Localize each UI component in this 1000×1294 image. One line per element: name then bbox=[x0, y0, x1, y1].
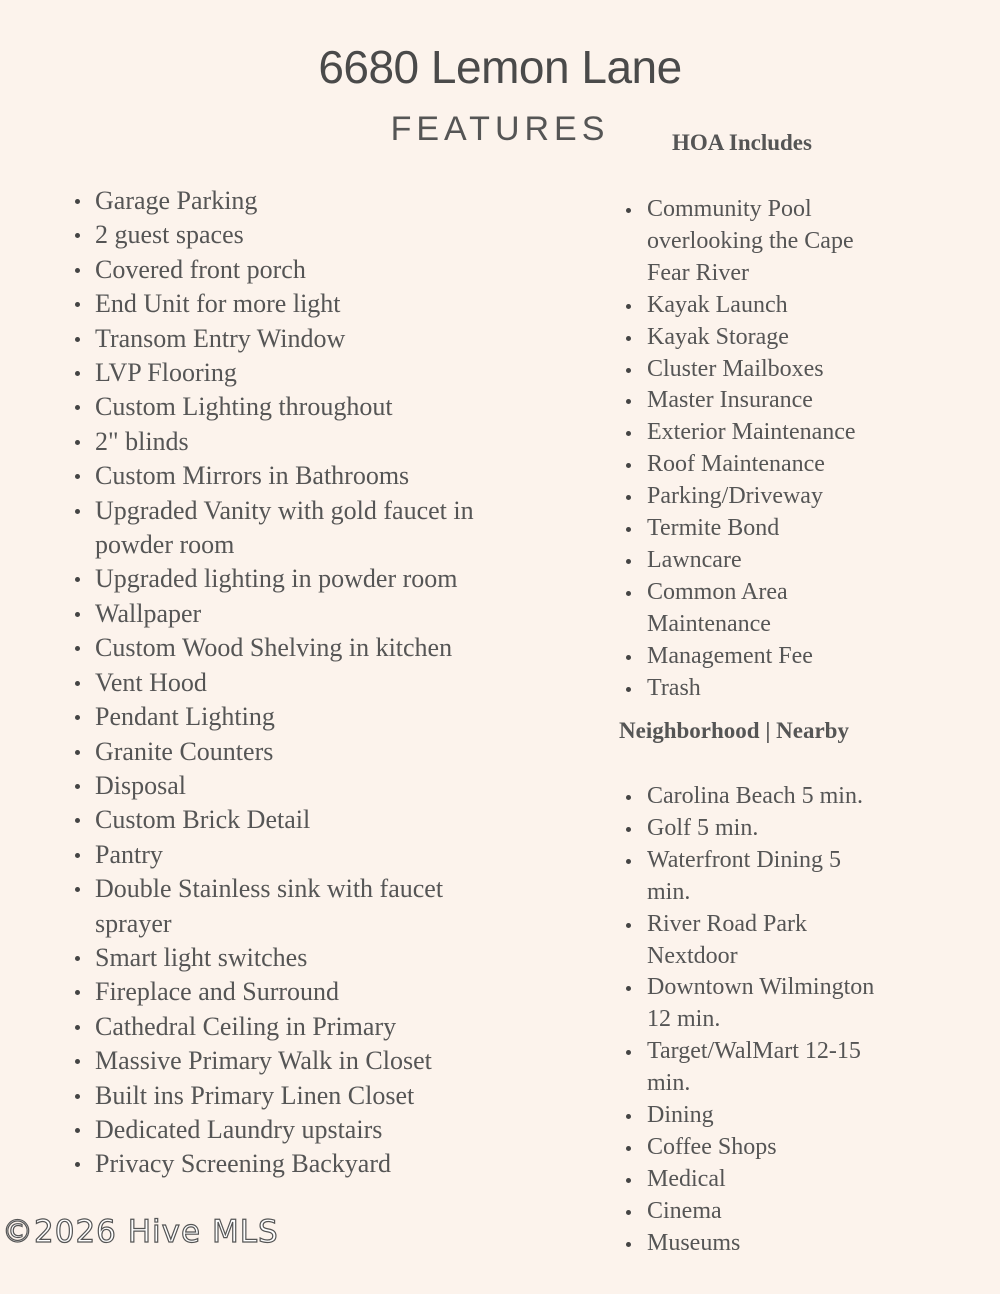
neighborhood-heading: Neighborhood | Nearby bbox=[619, 718, 849, 743]
features-heading: FEATURES bbox=[390, 110, 610, 148]
page-title: 6680 Lemon Lane bbox=[318, 41, 682, 93]
list-item: Fireplace and Surround bbox=[95, 975, 475, 1009]
list-item: Cathedral Ceiling in Primary bbox=[95, 1010, 475, 1044]
list-item: Pendant Lighting bbox=[95, 700, 475, 734]
list-item: Privacy Screening Backyard bbox=[95, 1147, 475, 1181]
list-item: LVP Flooring bbox=[95, 356, 475, 390]
list-item: Custom Wood Shelving in kitchen bbox=[95, 631, 475, 665]
list-item: 2 guest spaces bbox=[95, 218, 475, 252]
list-item: Custom Lighting throughout bbox=[95, 390, 475, 424]
list-item: Custom Mirrors in Bathrooms bbox=[95, 459, 475, 493]
list-item: Common Area Maintenance bbox=[647, 577, 882, 641]
list-item: Medical bbox=[647, 1164, 882, 1196]
list-item: Waterfront Dining 5 min. bbox=[647, 845, 882, 909]
list-item: Double Stainless sink with faucet sprayer bbox=[95, 872, 475, 941]
copyright-watermark: ©2026 Hive MLS bbox=[2, 1214, 279, 1250]
list-item: Trash bbox=[647, 673, 882, 705]
list-item: Disposal bbox=[95, 769, 475, 803]
list-item: Master Insurance bbox=[647, 385, 882, 417]
list-item: Smart light switches bbox=[95, 941, 475, 975]
list-item: Dedicated Laundry upstairs bbox=[95, 1113, 475, 1147]
list-item: Golf 5 min. bbox=[647, 813, 882, 845]
list-item: Upgraded lighting in powder room bbox=[95, 562, 475, 596]
list-item: River Road Park Nextdoor bbox=[647, 909, 882, 973]
list-item: Cluster Mailboxes bbox=[647, 354, 882, 386]
list-item: Built ins Primary Linen Closet bbox=[95, 1079, 475, 1113]
list-item: Exterior Maintenance bbox=[647, 417, 882, 449]
hoa-list bbox=[647, 194, 882, 705]
list-item: Downtown Wilmington 12 min. bbox=[647, 972, 882, 1036]
list-item: 2" blinds bbox=[95, 425, 475, 459]
list-item: Target/WalMart 12-15 min. bbox=[647, 1036, 882, 1100]
list-item: Kayak Launch bbox=[647, 290, 882, 322]
neighborhood-list bbox=[647, 781, 882, 1260]
list-item: Lawncare bbox=[647, 545, 882, 577]
list-item: Parking/Driveway bbox=[647, 481, 882, 513]
list-item: Granite Counters bbox=[95, 735, 475, 769]
list-item: Community Pool overlooking the Cape Fear River bbox=[647, 194, 882, 290]
list-item: Museums bbox=[647, 1228, 882, 1260]
list-item: Massive Primary Walk in Closet bbox=[95, 1044, 475, 1078]
hoa-heading: HOA Includes bbox=[672, 130, 812, 155]
list-item: Dining bbox=[647, 1100, 882, 1132]
list-item: Wallpaper bbox=[95, 597, 475, 631]
list-item: Coffee Shops bbox=[647, 1132, 882, 1164]
list-item: Transom Entry Window bbox=[95, 322, 475, 356]
list-item: Garage Parking bbox=[95, 184, 475, 218]
list-item: Carolina Beach 5 min. bbox=[647, 781, 882, 813]
list-item: Management Fee bbox=[647, 641, 882, 673]
list-item: Roof Maintenance bbox=[647, 449, 882, 481]
list-item: Vent Hood bbox=[95, 666, 475, 700]
list-item: End Unit for more light bbox=[95, 287, 475, 321]
list-item: Custom Brick Detail bbox=[95, 803, 475, 837]
list-item: Termite Bond bbox=[647, 513, 882, 545]
list-item: Pantry bbox=[95, 838, 475, 872]
features-list bbox=[95, 184, 475, 1182]
list-item: Covered front porch bbox=[95, 253, 475, 287]
list-item: Kayak Storage bbox=[647, 322, 882, 354]
list-item: Upgraded Vanity with gold faucet in powder room bbox=[95, 494, 475, 563]
list-item: Cinema bbox=[647, 1196, 882, 1228]
